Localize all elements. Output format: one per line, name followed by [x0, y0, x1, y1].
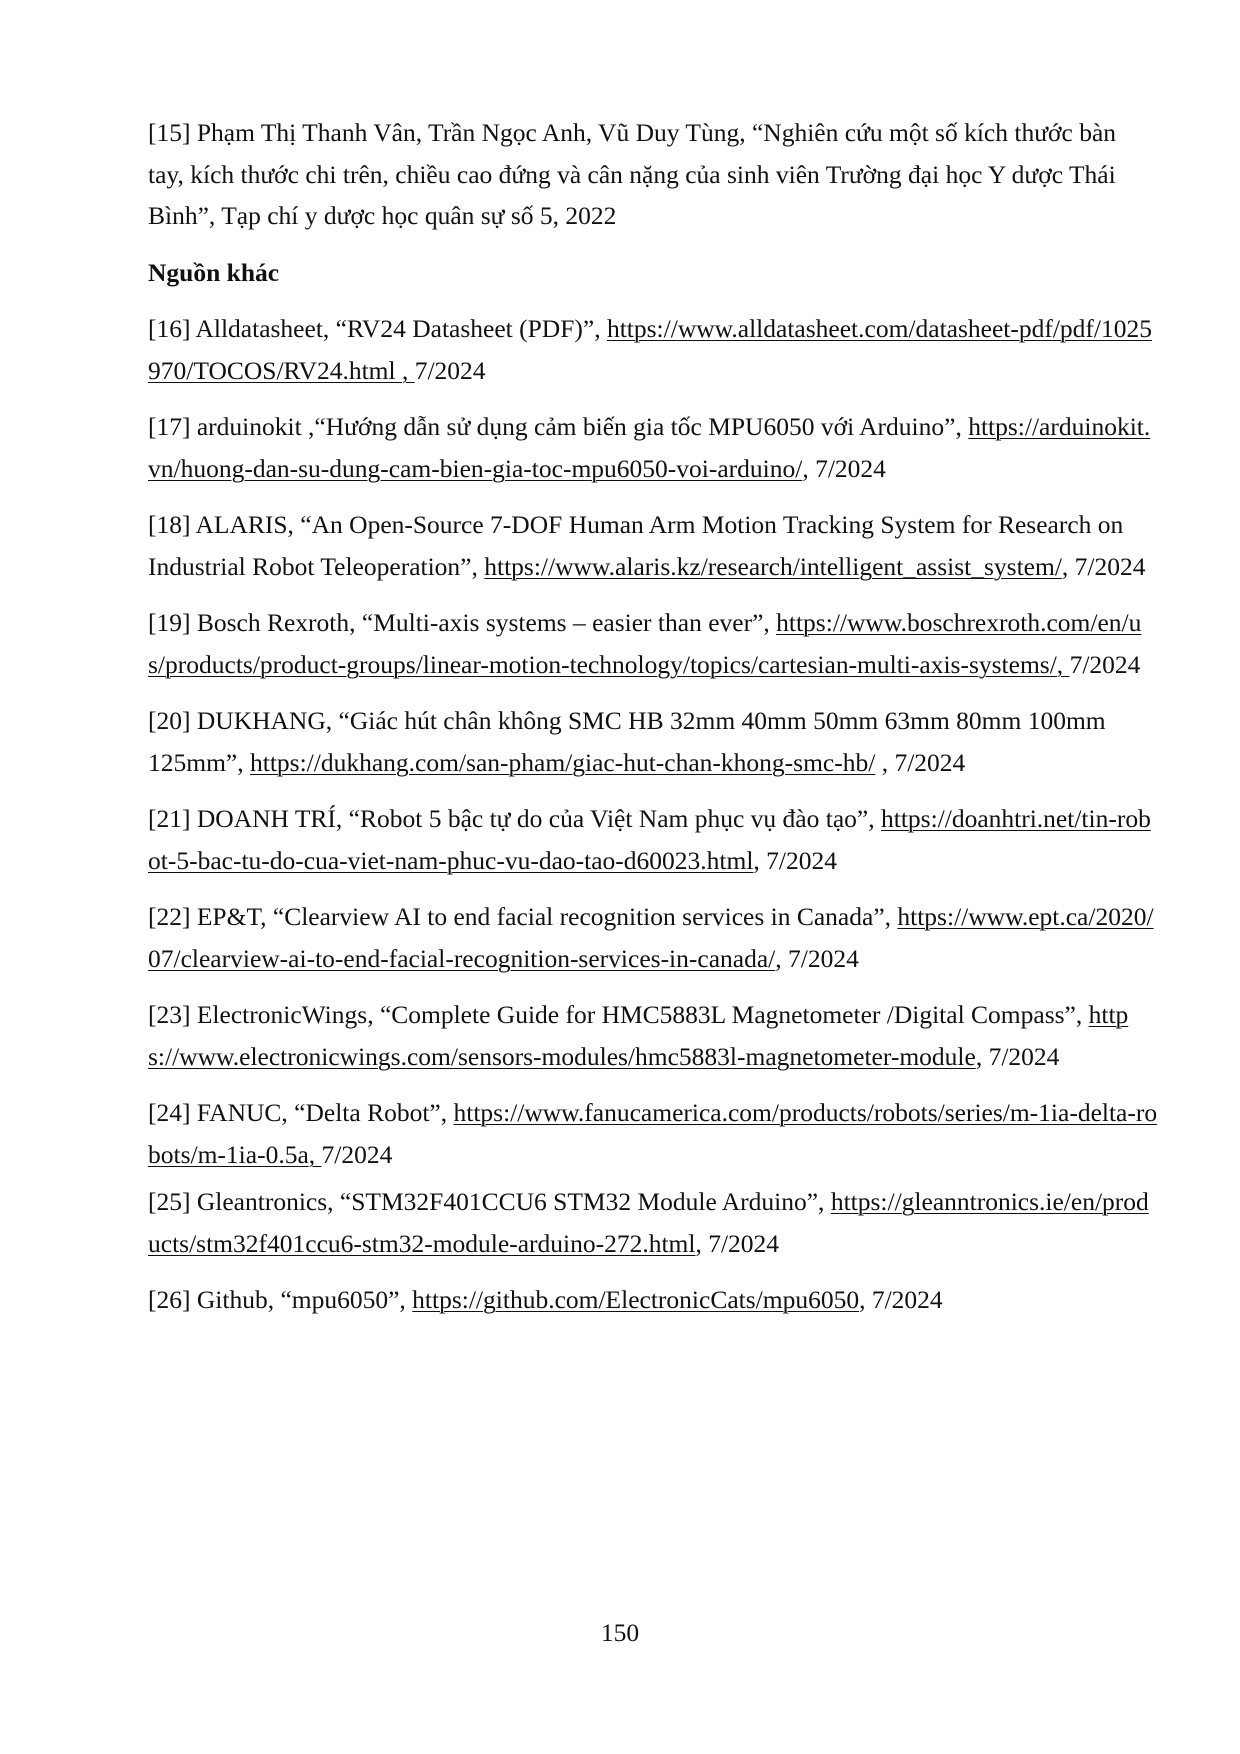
reference-22 [148, 896, 1158, 979]
reference-link[interactable]: https://www.boschrexroth.com/en/us/products/product-groups/linear-motion-technology/topics/cartesian-multi-axis-systems/, [148, 608, 1142, 679]
reference-date: , 7/2024 [875, 747, 966, 777]
reference-link[interactable]: https://www.fanucamerica.com/products/robots/series/m-1ia-delta-robots/m-1ia-0.5a, [148, 1098, 1158, 1169]
document-page [148, 112, 1158, 1336]
reference-date: 7/2024 [414, 355, 486, 385]
reference-text: [19] Bosch Rexroth, “Multi-axis systems – easier than ever”, [148, 608, 777, 637]
reference-date: , 7/2024 [695, 1228, 780, 1258]
reference-25 [148, 1181, 1158, 1264]
reference-text: [26] Github, “mpu6050”, [148, 1285, 413, 1314]
reference-text: [23] ElectronicWings, “Complete Guide for HMC5883L Magnetometer /Digital Compass”, [148, 1000, 1089, 1029]
page-number: 150 [600, 1618, 640, 1647]
reference-15 [148, 112, 1158, 237]
reference-date: 7/2024 [321, 1139, 393, 1169]
reference-date: , 7/2024 [802, 453, 886, 483]
reference-text: [21] DOANH TRÍ, “Robot 5 bậc tự do của Việt Nam phục vụ đào tạo”, [148, 804, 881, 833]
reference-text: [17] arduinokit ,“Hướng dẫn sử dụng cảm biến gia tốc MPU6050 với Arduino”, [148, 412, 969, 441]
reference-text: [20] DUKHANG, “Giác hút chân không SMC HB 32mm 40mm 50mm 63mm 80mm 100mm 125mm”, [148, 706, 1106, 777]
reference-text: [16] Alldatasheet, “RV24 Datasheet (PDF)”, [148, 314, 607, 343]
reference-link[interactable]: https://www.electronicwings.com/sensors-modules/hmc5883l-magnetometer-module [148, 1000, 1129, 1071]
reference-link[interactable]: https://www.alldatasheet.com/datasheet-pdf/pdf/1025970/TOCOS/RV24.html , [148, 314, 1153, 385]
reference-21 [148, 798, 1158, 881]
reference-link[interactable]: https://dukhang.com/san-pham/giac-hut-chan-khong-smc-hb/ [250, 747, 876, 777]
reference-date: , 7/2024 [753, 845, 837, 875]
reference-date: , 7/2024 [975, 1041, 1060, 1071]
reference-date: 7/2024 [1069, 649, 1141, 679]
reference-26 [148, 1279, 1158, 1321]
reference-text: [22] EP&T, “Clearview AI to end facial recognition services in Canada”, [148, 902, 898, 931]
reference-text: [24] FANUC, “Delta Robot”, [148, 1098, 454, 1127]
reference-16 [148, 308, 1158, 391]
reference-24 [148, 1092, 1158, 1175]
reference-17 [148, 406, 1158, 489]
reference-date: , 7/2024 [859, 1285, 943, 1314]
reference-link[interactable]: https://github.com/ElectronicCats/mpu6050 [412, 1285, 860, 1314]
reference-link[interactable]: https://www.ept.ca/2020/07/clearview-ai-to-end-facial-recognition-services-in-canada/ [148, 902, 1154, 973]
reference-text: [15] Phạm Thị Thanh Vân, Trần Ngọc Anh, Vũ Duy Tùng, “Nghiên cứu một số kích thước bàn tay, kích thước chi trên, chiều cao đứng và cân nặng của sinh viên Trường đại học Y dược Thái Bình”, Tạp chí y dược học quân sự số 5, 2022 [148, 118, 1117, 230]
reference-19 [148, 602, 1158, 685]
reference-date: , 7/2024 [775, 943, 859, 973]
reference-link[interactable]: https://doanhtri.net/tin-robot-5-bac-tu-do-cua-viet-nam-phuc-vu-dao-tao-d60023.html [148, 804, 1151, 875]
reference-link[interactable]: https://www.alaris.kz/research/intelligent_assist_system/ [484, 551, 1062, 581]
reference-date: , 7/2024 [1061, 551, 1146, 581]
reference-20 [148, 700, 1158, 783]
reference-text: [18] ALARIS, “An Open-Source 7-DOF Human Arm Motion Tracking System for Research on Industrial Robot Teleoperation”, [148, 510, 1124, 581]
reference-23 [148, 994, 1158, 1077]
reference-18 [148, 504, 1158, 587]
reference-link[interactable]: https://arduinokit.vn/huong-dan-su-dung-cam-bien-gia-toc-mpu6050-voi-arduino/ [148, 412, 1151, 483]
reference-text: [25] Gleantronics, “STM32F401CCU6 STM32 Module Arduino”, [148, 1187, 831, 1216]
section-heading: Nguồn khác [148, 257, 280, 287]
reference-link[interactable]: https://gleanntronics.ie/en/products/stm32f401ccu6-stm32-module-arduino-272.html [148, 1187, 1149, 1258]
